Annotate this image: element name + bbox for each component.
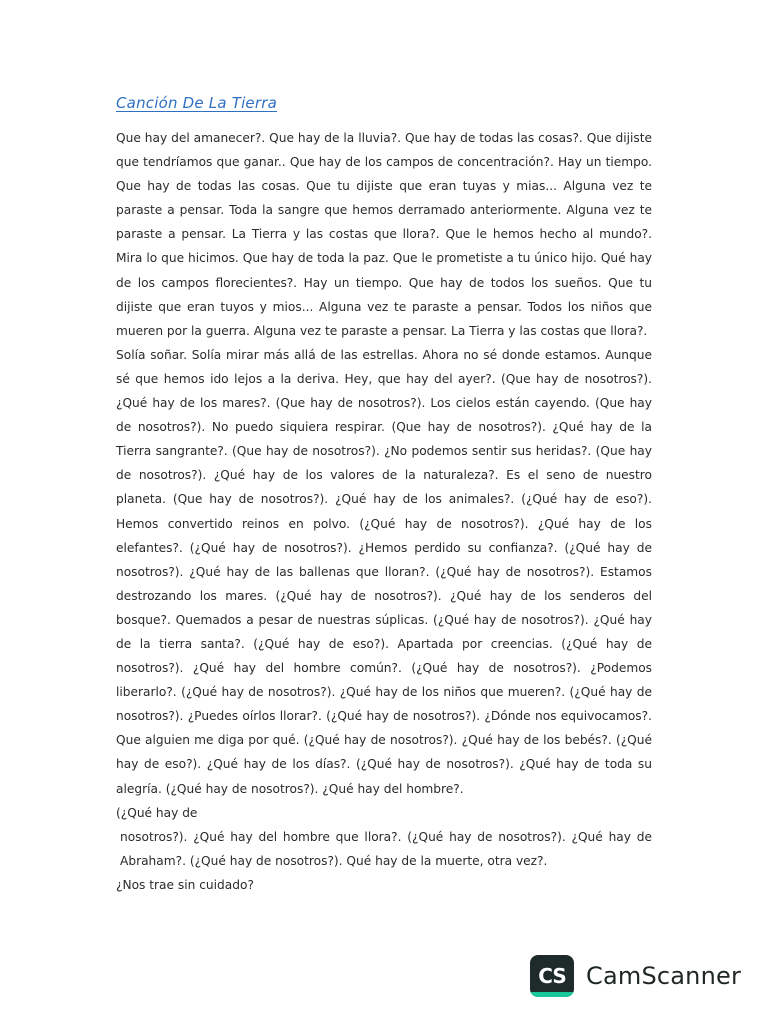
document-title: Canción De La Tierra [116,94,277,112]
camscanner-logo-text: CS [538,964,566,988]
document-body [116,126,652,897]
paragraph-3: nosotros?). ¿Qué hay del hombre que llora?. (¿Qué hay de nosotros?). ¿Qué hay de Abraham?. (¿Qué hay de nosotros?). Qué hay de la muerte, otra vez?. [120,829,652,868]
line-break-fragment: (¿Qué hay de [116,805,198,820]
camscanner-brand-name: CamScanner [586,962,742,990]
camscanner-logo-icon [530,955,574,997]
closing-line: ¿Nos trae sin cuidado? [116,877,254,892]
paragraph-2: Solía soñar. Solía mirar más allá de las estrellas. Ahora no sé donde estamos. Aunque sé que hemos ido lejos a la deriva. Hey, que hay del ayer?. (Que hay de nosotros?). ¿Qué hay de los mares?. (Que hay de nosotros?). Los cielos están cayendo. (Que hay de nosotros?). No puedo siquiera respirar. (Que hay de nosotros?). ¿Qué hay de la Tierra sangrante?. (Que hay de nosotros?). ¿No podemos sentir sus heridas?. (Que hay de nosotros?). ¿Qué hay de los valores de la naturaleza?. Es el seno de nuestro planeta. (Que hay de nosotros?). ¿Qué hay de los animales?. (¿Qué hay de eso?). Hemos convertido reinos en polvo. (¿Qué hay de nosotros?). ¿Qué hay de los elefantes?. (¿Qué hay de nosotros?). ¿Hemos perdido su confianza?. (¿Qué hay de nosotros?). ¿Qué hay de las ballenas que lloran?. (¿Qué hay de nosotros?). Estamos destrozando los mares. (¿Qué hay de nosotros?). ¿Qué hay de los senderos del bosque?. Quemados a pesar de nuestras súplicas. (¿Qué hay de nosotros?). ¿Qué hay de la tierra santa?. (¿Qué hay de eso?). Apartada por creencias. (¿Qué hay de nosotros?). ¿Qué hay del hombre común?. (¿Qué hay de nosotros?). ¿Podemos liberarlo?. (¿Qué hay de nosotros?). ¿Qué hay de los niños que mueren?. (¿Qué hay de nosotros?). ¿Puedes oírlos llorar?. (¿Qué hay de nosotros?). ¿Dónde nos equivocamos?. Que alguien me diga por qué. (¿Qué hay de nosotros?). ¿Qué hay de los bebés?. (¿Qué hay de eso?). ¿Qué hay de los días?. (¿Qué hay de nosotros?). ¿Qué hay de toda su alegría. (¿Qué hay de nosotros?). ¿Qué hay del hombre?. [116,347,652,796]
camscanner-watermark [530,955,741,997]
paragraph-1: Que hay del amanecer?. Que hay de la lluvia?. Que hay de todas las cosas?. Que dijiste que tendríamos que ganar.. Que hay de los campos de concentración?. Hay un tiempo. Que hay de todas las cosas. Que tu dijiste que eran tuyas y mias... Alguna vez te paraste a pensar. Toda la sangre que hemos derramado anteriormente. Alguna vez te paraste a pensar. La Tierra y las costas que llora?. Que le hemos hecho al mundo?. Mira lo que hicimos. Que hay de toda la paz. Que le prometiste a tu único hijo. Qué hay de los campos florecientes?. Hay un tiempo. Que hay de todos los sueños. Que tu dijiste que eran tuyos y mios... Alguna vez te paraste a pensar. Todos los niños que mueren por la guerra. Alguna vez te paraste a pensar. La Tierra y las costas que llora?. [116,131,652,338]
